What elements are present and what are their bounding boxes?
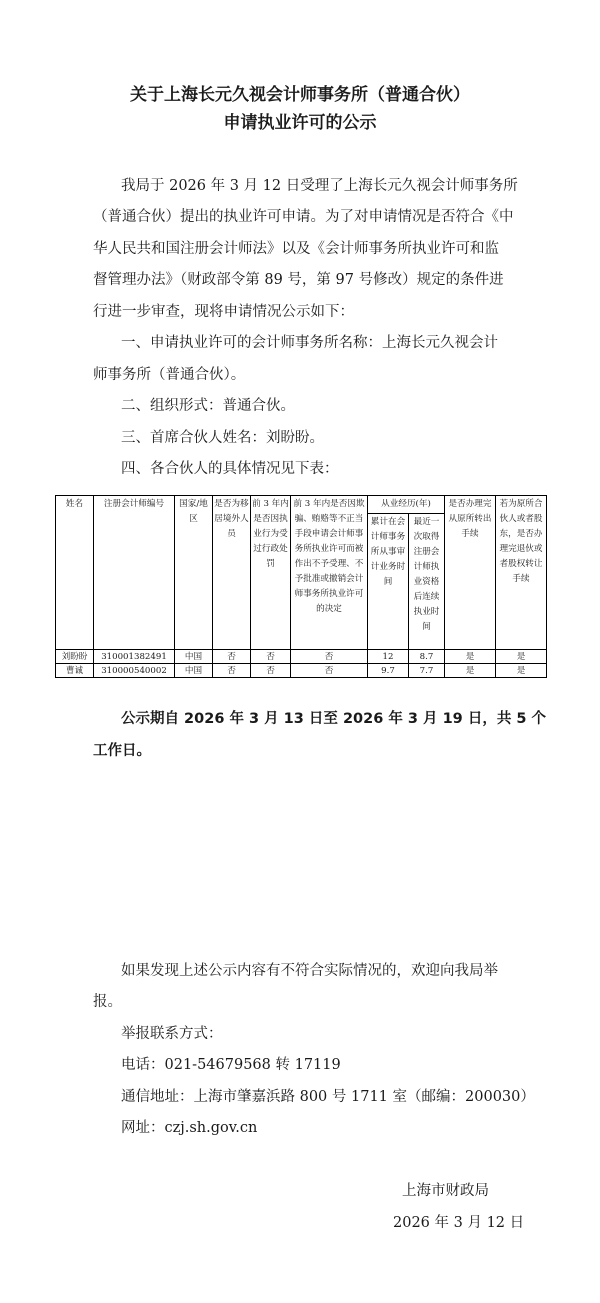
header-exp-recent: 最近一次取得注册会计师执业资格后连续执业时间 bbox=[409, 514, 445, 650]
cell-cert: 310000540002 bbox=[94, 664, 175, 678]
contact-website: 网址：czj.sh.gov.cn bbox=[121, 1120, 258, 1136]
cell-exp-recent: 8.7 bbox=[409, 650, 445, 664]
header-cert-number: 注册会计师编号 bbox=[94, 496, 175, 650]
item-chief-partner: 三、首席合伙人姓名：刘盼盼。 bbox=[121, 430, 324, 446]
cell-transfer: 是 bbox=[445, 664, 496, 678]
header-country: 国家/地区 bbox=[175, 496, 213, 650]
publicity-period: 公示期自 2026 年 3 月 13 日至 2026 年 3 月 19 日，共 5 个 bbox=[121, 711, 547, 727]
cell-name: 刘盼盼 bbox=[56, 650, 94, 664]
cell-country: 中国 bbox=[175, 650, 213, 664]
intro-line: 督管理办法》（财政部令第 89 号，第 97 号修改）规定的条件进 bbox=[93, 272, 504, 288]
report-notice: 如果发现上述公示内容有不符合实际情况的，欢迎向我局举 bbox=[121, 963, 498, 979]
item-firm-name: 一、申请执业许可的会计师事务所名称：上海长元久视会计 bbox=[121, 335, 498, 351]
header-immigrant: 是否为移居境外人员 bbox=[213, 496, 251, 650]
header-fraud: 前 3 年内是否因欺骗、贿赂等不正当手段申请会计师事务所执业许可而被作出不予受理、不予批准或撤销会计师事务所执业许可的决定 bbox=[291, 496, 368, 650]
header-name: 姓名 bbox=[56, 496, 94, 650]
cell-fraud: 否 bbox=[291, 664, 368, 678]
item-partner-table-intro: 四、各合伙人的具体情况见下表： bbox=[121, 461, 339, 477]
intro-line: 华人民共和国注册会计师法》以及《会计师事务所执业许可和监 bbox=[93, 241, 499, 257]
header-exp-total: 累计在会计师事务所从事审计业务时间 bbox=[368, 514, 409, 650]
page-title-line-1: 关于上海长元久视会计师事务所（普通合伙） bbox=[130, 85, 470, 105]
cell-exp-recent: 7.7 bbox=[409, 664, 445, 678]
partners-table bbox=[55, 495, 547, 678]
cell-penalty: 否 bbox=[251, 664, 291, 678]
cell-transfer: 是 bbox=[445, 650, 496, 664]
cell-immigrant: 否 bbox=[213, 650, 251, 664]
cell-exp-total: 9.7 bbox=[368, 664, 409, 678]
report-notice-cont: 报。 bbox=[93, 994, 122, 1010]
cell-shareholder: 是 bbox=[496, 664, 547, 678]
table-row bbox=[56, 650, 547, 664]
intro-line: （普通合伙）提出的执业许可申请。为了对申请情况是否符合《中 bbox=[93, 209, 514, 225]
cell-penalty: 否 bbox=[251, 650, 291, 664]
intro-line: 行进一步审查，现将申请情况公示如下： bbox=[93, 304, 354, 320]
item-org-form: 二、组织形式：普通合伙。 bbox=[121, 398, 295, 414]
cell-cert: 310001382491 bbox=[94, 650, 175, 664]
cell-fraud: 否 bbox=[291, 650, 368, 664]
header-penalty: 前 3 年内是否因执业行为受过行政处罚 bbox=[251, 496, 291, 650]
contact-title: 举报联系方式： bbox=[121, 1026, 223, 1042]
issue-date: 2026 年 3 月 12 日 bbox=[393, 1215, 525, 1231]
cell-exp-total: 12 bbox=[368, 650, 409, 664]
header-transfer: 是否办理完从原所转出手续 bbox=[445, 496, 496, 650]
publicity-period-cont: 工作日。 bbox=[93, 743, 151, 759]
issuer: 上海市财政局 bbox=[402, 1183, 489, 1199]
cell-name: 曹诚 bbox=[56, 664, 94, 678]
cell-immigrant: 否 bbox=[213, 664, 251, 678]
intro-line: 我局于 2026 年 3 月 12 日受理了上海长元久视会计师事务所 bbox=[121, 178, 518, 194]
item-firm-name-cont: 师事务所（普通合伙）。 bbox=[93, 367, 246, 383]
header-shareholder: 若为原所合伙人或者股东，是否办理完退伙或者股权转让手续 bbox=[496, 496, 547, 650]
header-experience: 从业经历(年) bbox=[368, 496, 445, 514]
table-row bbox=[56, 664, 547, 678]
contact-address: 通信地址：上海市肇嘉浜路 800 号 1711 室（邮编：200030） bbox=[121, 1089, 535, 1105]
contact-phone: 电话：021-54679568 转 17119 bbox=[121, 1057, 341, 1073]
cell-shareholder: 是 bbox=[496, 650, 547, 664]
page-title-line-2: 申请执业许可的公示 bbox=[223, 113, 377, 133]
cell-country: 中国 bbox=[175, 664, 213, 678]
